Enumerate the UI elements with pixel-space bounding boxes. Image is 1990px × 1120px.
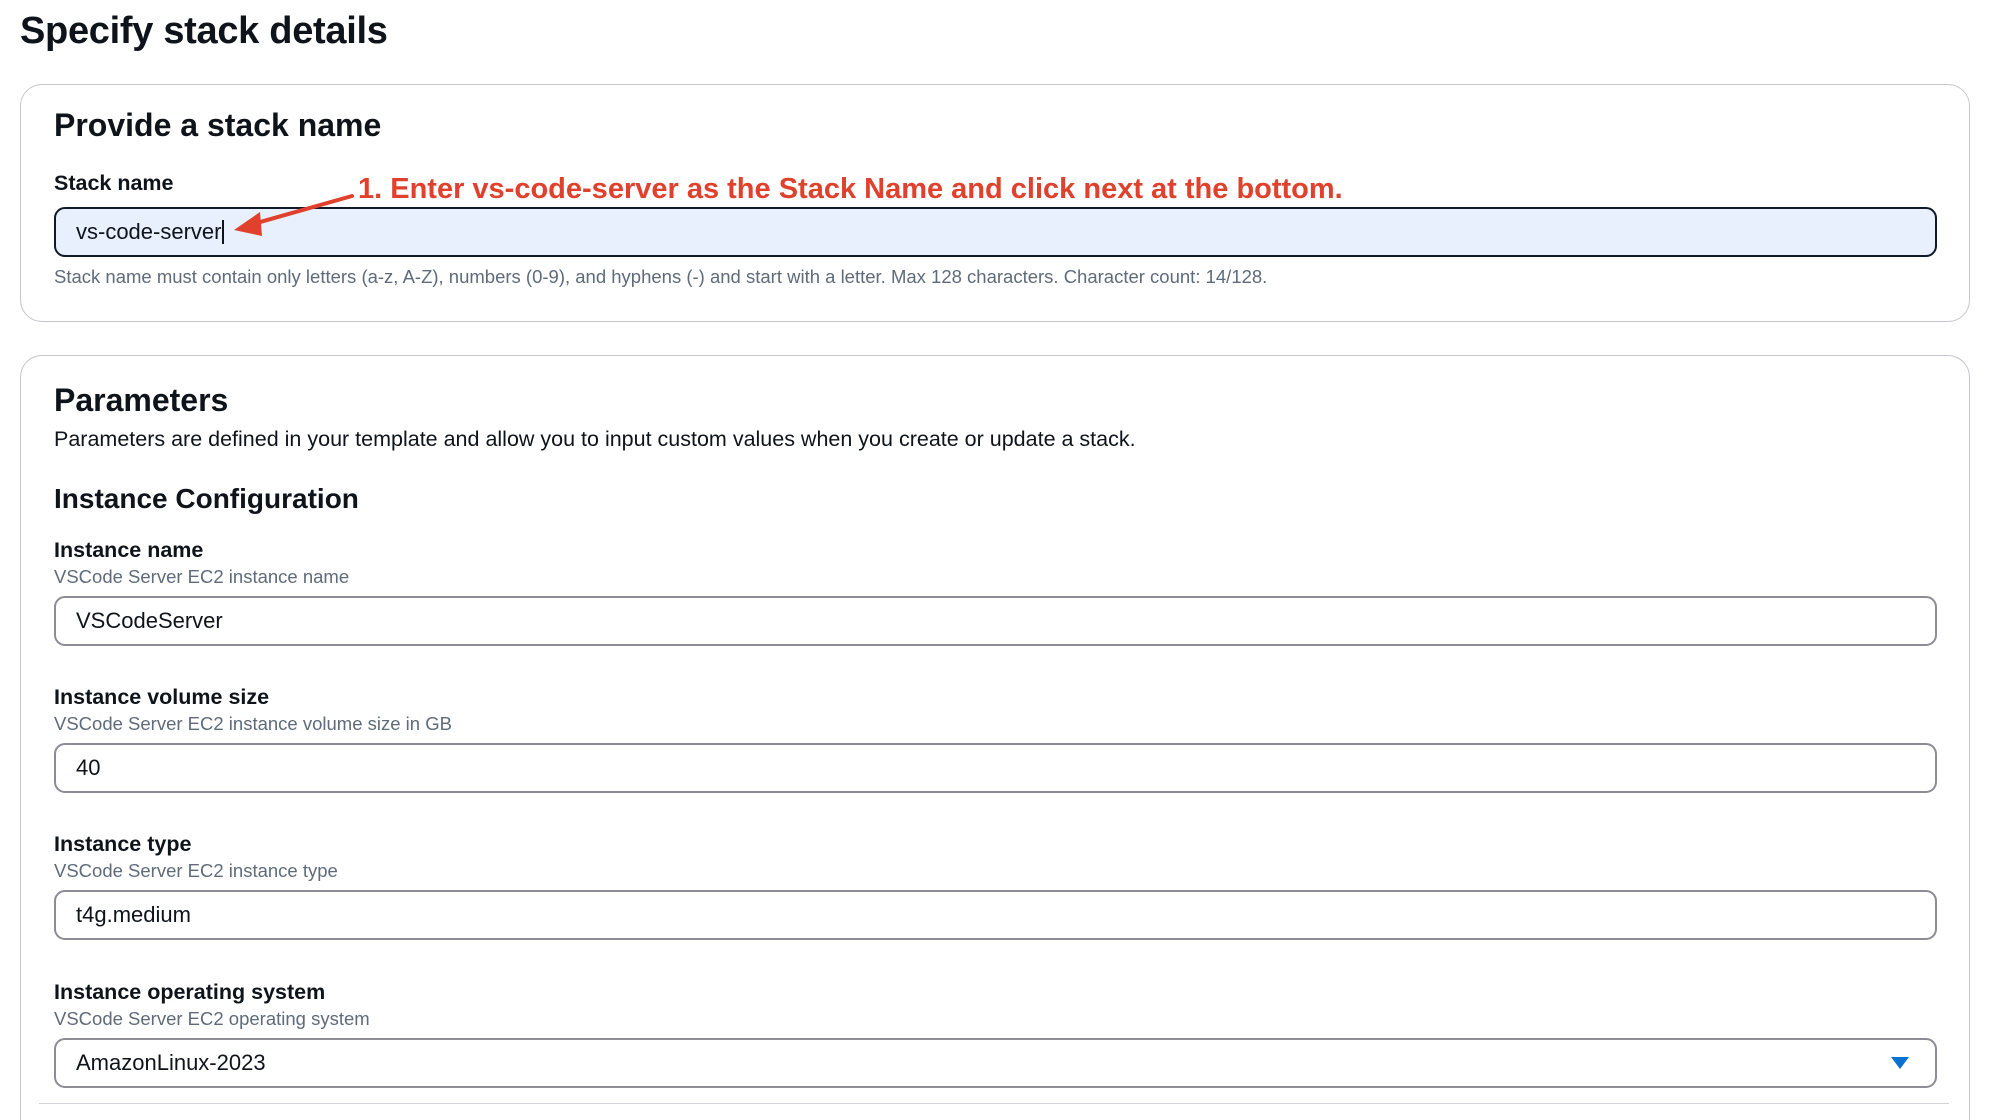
parameters-card [20,355,1970,1120]
instance-operating-system-description: VSCode Server EC2 operating system [54,1008,370,1029]
instance-volume-size-label: Instance volume size [54,685,270,709]
instance-type-label: Instance type [54,832,192,856]
instance-operating-system-select[interactable] [54,1038,1937,1088]
parameters-description: Parameters are defined in your template and allow you to input custom values when you create or update a stack. [54,427,1136,451]
instance-configuration-title: Instance Configuration [54,483,359,514]
instance-operating-system-label: Instance operating system [54,980,326,1004]
stack-name-section-title: Provide a stack name [54,107,382,143]
section-divider [39,1103,1949,1104]
instance-volume-size-description: VSCode Server EC2 instance volume size in GB [54,713,452,734]
page-title: Specify stack details [20,10,388,52]
instance-operating-system-value: AmazonLinux-2023 [76,1050,266,1075]
caret-down-icon [1891,1057,1909,1069]
annotation-text: 1. Enter vs-code-server as the Stack Name and click next at the bottom. [358,173,1343,205]
stack-name-input[interactable] [54,207,1937,257]
stack-name-value: vs-code-server [76,219,222,244]
text-cursor [222,220,224,244]
instance-name-input[interactable] [54,596,1937,646]
instance-name-label: Instance name [54,538,204,562]
instance-type-input[interactable] [54,890,1937,940]
instance-type-description: VSCode Server EC2 instance type [54,860,338,881]
stack-name-constraint: Stack name must contain only letters (a-z, A-Z), numbers (0-9), and hyphens (-) and start with a letter. Max 128 characters. Character count: 14/128. [54,266,1268,287]
instance-name-description: VSCode Server EC2 instance name [54,566,350,587]
instance-volume-size-input[interactable] [54,743,1937,793]
parameters-title: Parameters [54,382,229,418]
stack-name-label: Stack name [54,171,174,195]
